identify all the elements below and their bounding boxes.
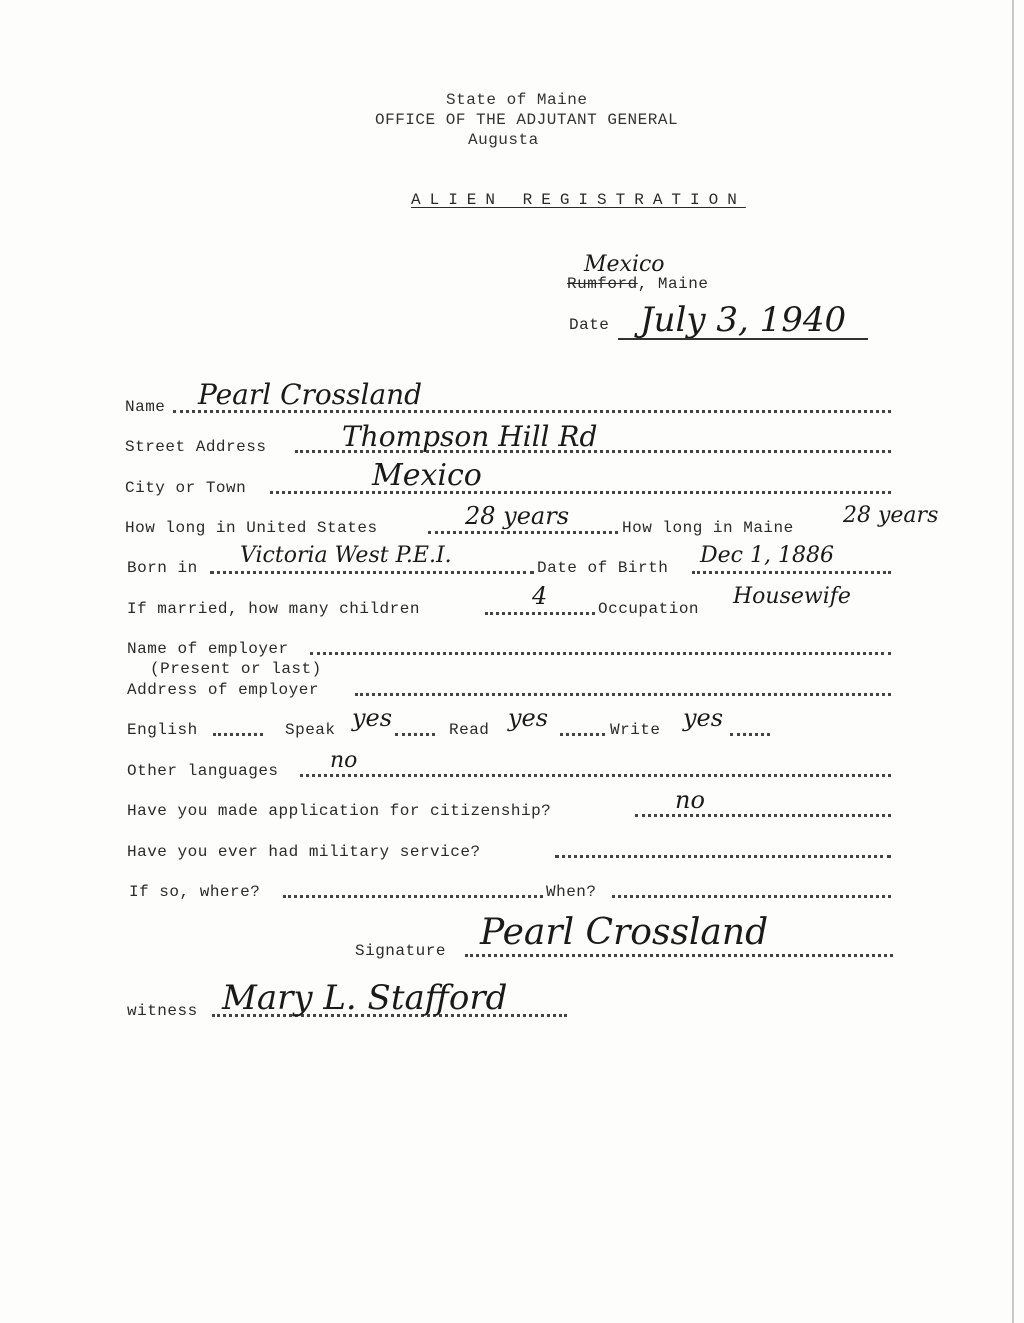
born-dots [210, 571, 534, 574]
signature-dots [465, 954, 893, 957]
maine-years-label: How long in Maine [622, 519, 794, 537]
dob-dots [692, 571, 891, 574]
employer-sublabel: (Present or last) [150, 660, 322, 678]
city-label: City or Town [125, 479, 247, 497]
signature-value: Pearl Crossland [480, 912, 769, 953]
name-value: Pearl Crossland [198, 378, 423, 411]
when-label: When? [546, 883, 597, 901]
citizenship-value: no [675, 786, 705, 814]
english-dots [213, 733, 263, 736]
other-languages-label: Other languages [127, 762, 279, 780]
employer-address-dots [355, 693, 891, 696]
us-years-dots [428, 531, 618, 534]
employer-label: Name of employer [127, 640, 289, 658]
date-label: Date [569, 316, 610, 334]
us-years-value: 28 years [465, 502, 570, 530]
speak-value: yes [352, 704, 393, 732]
employer-address-label: Address of employer [127, 681, 319, 699]
us-years-label: How long in United States [125, 519, 378, 537]
occupation-label: Occupation [598, 600, 700, 618]
employer-dots [310, 652, 891, 655]
maine-years-value: 28 years [843, 503, 939, 528]
other-languages-dots [300, 774, 891, 777]
where-label: If so, where? [129, 883, 261, 901]
header-city: Augusta [468, 131, 539, 149]
read-value: yes [508, 704, 549, 732]
english-label: English [127, 721, 198, 739]
dob-value: Dec 1, 1886 [700, 543, 834, 568]
occupation-value: Housewife [733, 584, 851, 609]
children-label: If married, how many children [127, 600, 420, 618]
witness-value: Mary L. Stafford [222, 978, 508, 1018]
name-label: Name [125, 398, 166, 416]
where-dots [283, 895, 543, 898]
date-value: July 3, 1940 [640, 300, 847, 340]
children-dots [485, 612, 595, 615]
dob-label: Date of Birth [537, 559, 669, 577]
when-dots [612, 895, 891, 898]
header-state: State of Maine [446, 91, 588, 109]
write-label: Write [610, 721, 661, 739]
place-typed [567, 275, 708, 293]
citizenship-dots [635, 814, 891, 817]
witness-label: witness [127, 1002, 198, 1020]
date-underline [618, 338, 868, 340]
city-value: Mexico [372, 458, 482, 493]
place-struck: Rumford [567, 275, 638, 293]
street-value: Thompson Hill Rd [342, 420, 598, 453]
city-dots [270, 491, 891, 494]
born-label: Born in [127, 559, 198, 577]
military-label: Have you ever had military service? [127, 843, 481, 861]
speak-dots [395, 733, 435, 736]
children-value: 4 [532, 582, 548, 610]
place-suffix: , Maine [637, 275, 709, 293]
military-dots [555, 855, 891, 858]
read-label: Read [449, 721, 490, 739]
scan-edge [1012, 0, 1014, 1323]
form-title: ALIEN REGISTRATION [411, 191, 746, 209]
other-languages-value: no [330, 748, 358, 773]
citizenship-label: Have you made application for citizenship? [127, 802, 552, 820]
write-dots [730, 733, 770, 736]
write-value: yes [683, 704, 724, 732]
signature-label: Signature [355, 942, 446, 960]
street-label: Street Address [125, 438, 267, 456]
speak-label: Speak [285, 721, 336, 739]
place-handwritten: Mexico [584, 252, 665, 277]
read-dots [560, 733, 605, 736]
born-value: Victoria West P.E.I. [240, 543, 452, 568]
header-office: OFFICE OF THE ADJUTANT GENERAL [375, 111, 679, 129]
